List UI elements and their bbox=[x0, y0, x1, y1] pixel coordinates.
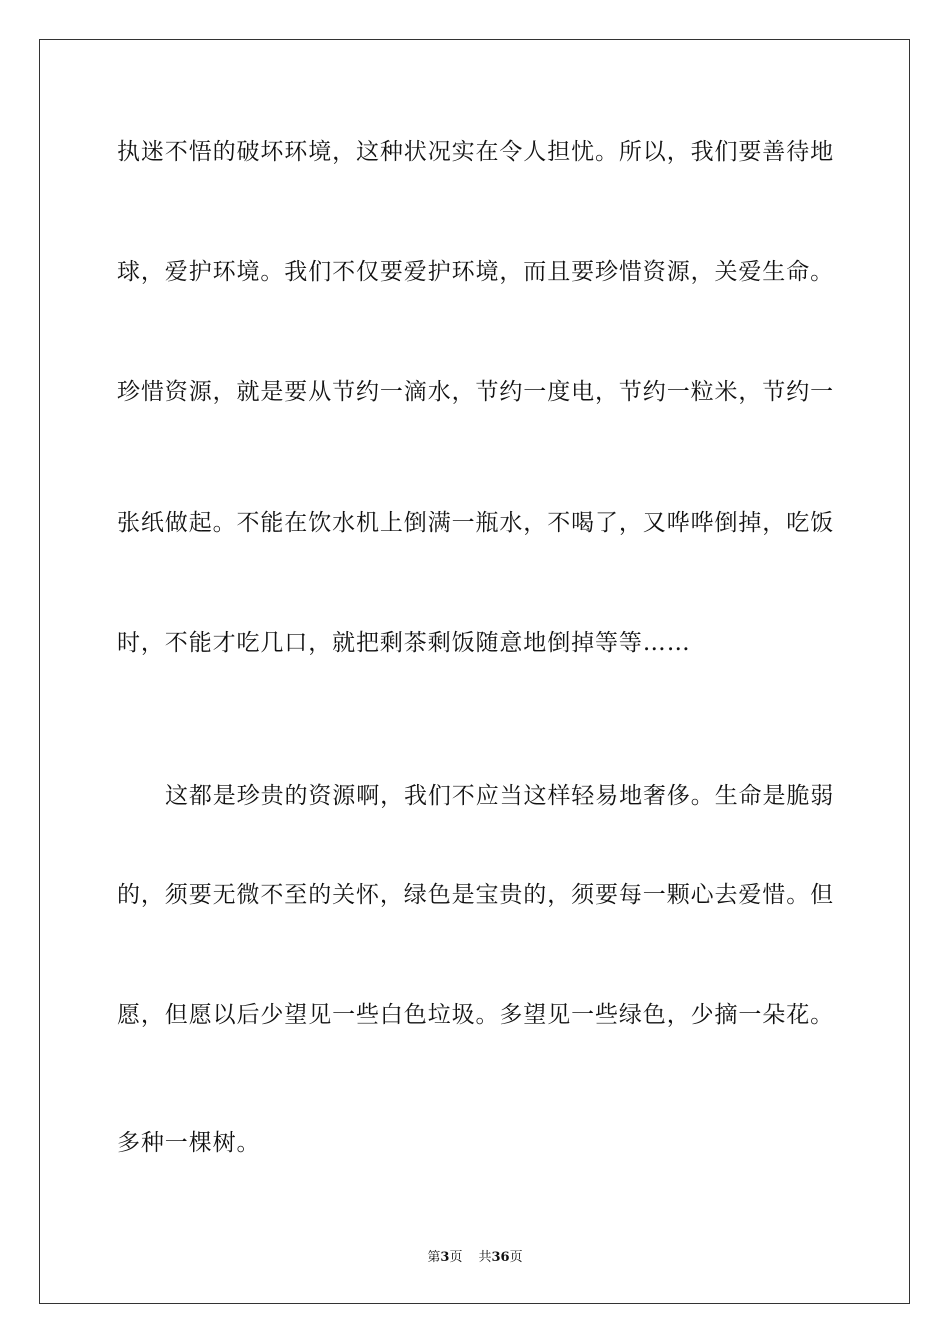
page-suffix: 页 bbox=[449, 1250, 463, 1265]
total-prefix: 共 bbox=[478, 1250, 492, 1265]
paragraph-first-line: 这都是珍贵的资源啊，我们不应当这样轻易地奢侈。生命是脆弱 bbox=[165, 783, 835, 809]
page-prefix: 第 bbox=[427, 1250, 441, 1265]
page-number: 3 bbox=[440, 1250, 450, 1265]
body-text-line: 的，须要无微不至的关怀，绿色是宝贵的，须要每一颗心去爱惜。但 bbox=[117, 882, 834, 908]
page-footer bbox=[0, 1250, 950, 1266]
body-text-line: 珍惜资源，就是要从节约一滴水，节约一度电，节约一粒米，节约一 bbox=[117, 379, 834, 405]
total-suffix: 页 bbox=[509, 1250, 523, 1265]
total-pages: 36 bbox=[491, 1250, 510, 1265]
body-text-line: 执迷不悟的破坏环境，这种状况实在令人担忧。所以，我们要善待地 bbox=[117, 139, 834, 165]
page-border bbox=[39, 39, 910, 1304]
body-text-line: 时，不能才吃几口，就把剩茶剩饭随意地倒掉等等…… bbox=[117, 630, 691, 656]
body-text-line: 张纸做起。不能在饮水机上倒满一瓶水，不喝了，又哗哗倒掉，吃饭 bbox=[117, 510, 834, 536]
body-text-line: 愿，但愿以后少望见一些白色垃圾。多望见一些绿色，少摘一朵花。 bbox=[117, 1002, 834, 1028]
body-text-line: 球，爱护环境。我们不仅要爱护环境，而且要珍惜资源，关爱生命。 bbox=[117, 259, 834, 285]
body-text-line: 多种一棵树。 bbox=[117, 1130, 261, 1156]
